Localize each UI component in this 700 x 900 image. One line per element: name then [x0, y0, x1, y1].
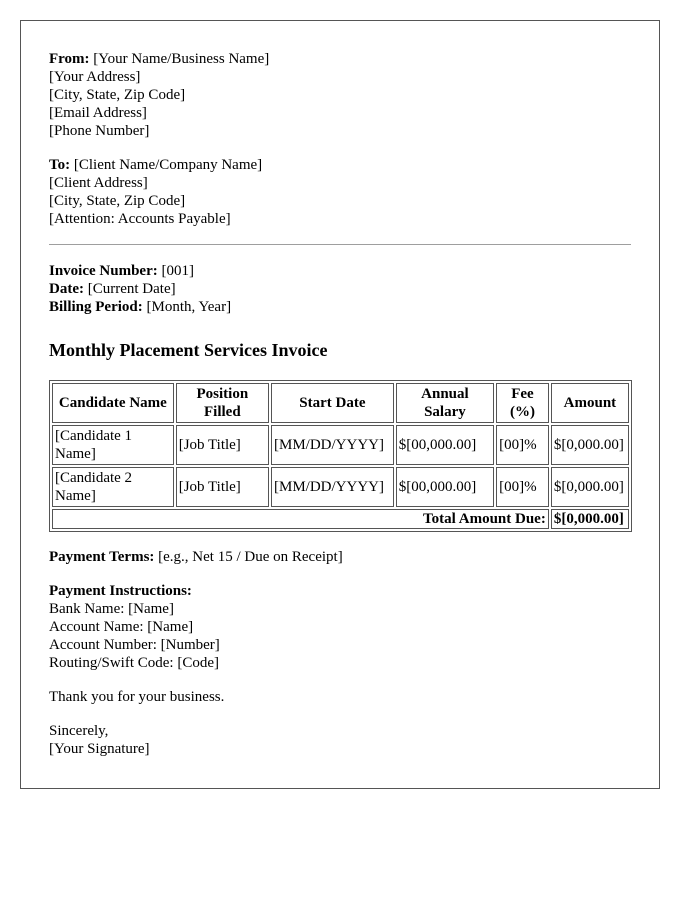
start-date-cell: [MM/DD/YYYY] — [271, 425, 394, 465]
from-address: [Your Address] — [49, 69, 141, 85]
from-name: [Your Name/Business Name] — [93, 51, 270, 67]
from-line — [49, 50, 631, 68]
payment-terms-value: [e.g., Net 15 / Due on Receipt] — [158, 549, 343, 565]
amount-cell: $[0,000.00] — [551, 467, 629, 507]
divider — [49, 244, 631, 245]
candidate-name-cell: [Candidate 1 Name] — [52, 425, 174, 465]
from-city: [City, State, Zip Code] — [49, 87, 186, 103]
to-name: [Client Name/Company Name] — [73, 157, 263, 173]
header-annual-salary: Annual Salary — [396, 383, 494, 423]
invoice-number: [001] — [161, 263, 194, 279]
total-row — [52, 509, 629, 529]
routing-code-line: Routing/Swift Code: [Code] — [49, 655, 219, 671]
position-cell: [Job Title] — [176, 425, 269, 465]
account-name-line: Account Name: [Name] — [49, 619, 194, 635]
header-fee: Fee (%) — [496, 383, 549, 423]
payment-terms-label: Payment Terms: — [49, 549, 155, 565]
total-value: $[0,000.00] — [551, 509, 629, 529]
from-block — [49, 50, 631, 140]
salary-cell: $[00,000.00] — [396, 425, 494, 465]
invoice-number-line — [49, 262, 631, 280]
to-attention: [Attention: Accounts Payable] — [49, 211, 231, 227]
billing-period: [Month, Year] — [146, 299, 232, 315]
from-phone: [Phone Number] — [49, 123, 150, 139]
thank-you — [49, 688, 631, 706]
fee-cell: [00]% — [496, 425, 549, 465]
account-number-line: Account Number: [Number] — [49, 637, 220, 653]
salutation: Sincerely, — [49, 723, 109, 739]
bank-name-line: Bank Name: [Name] — [49, 601, 174, 617]
table-row — [52, 425, 629, 465]
payment-terms-line — [49, 548, 631, 566]
fee-cell: [00]% — [496, 467, 549, 507]
candidate-name-cell: [Candidate 2 Name] — [52, 467, 174, 507]
to-label: To: — [49, 157, 71, 173]
to-line — [49, 156, 631, 174]
invoice-date-line — [49, 280, 631, 298]
invoice-title: Monthly Placement Services Invoice — [49, 340, 328, 360]
invoice-meta — [49, 262, 631, 316]
header-amount: Amount — [551, 383, 629, 423]
invoice-document — [20, 20, 660, 789]
header-position-filled: Position Filled — [176, 383, 269, 423]
salary-cell: $[00,000.00] — [396, 467, 494, 507]
to-address: [Client Address] — [49, 175, 148, 191]
from-email: [Email Address] — [49, 105, 147, 121]
from-label: From: — [49, 51, 90, 67]
invoice-date: [Current Date] — [87, 281, 176, 297]
header-candidate-name: Candidate Name — [52, 383, 174, 423]
placement-table — [49, 380, 632, 532]
payment-terms — [49, 548, 631, 566]
start-date-cell: [MM/DD/YYYY] — [271, 467, 394, 507]
table-row — [52, 467, 629, 507]
payment-instructions-heading: Payment Instructions: — [49, 583, 192, 599]
to-block — [49, 156, 631, 228]
to-city: [City, State, Zip Code] — [49, 193, 186, 209]
amount-cell: $[0,000.00] — [551, 425, 629, 465]
closing — [49, 722, 631, 758]
signature: [Your Signature] — [49, 741, 150, 757]
position-cell: [Job Title] — [176, 467, 269, 507]
thank-you-text: Thank you for your business. — [49, 689, 225, 705]
total-label: Total Amount Due: — [52, 509, 549, 529]
invoice-date-label: Date: — [49, 281, 84, 297]
payment-instructions-label — [49, 582, 631, 600]
header-start-date: Start Date — [271, 383, 394, 423]
billing-period-line — [49, 298, 631, 316]
payment-instructions — [49, 582, 631, 672]
billing-period-label: Billing Period: — [49, 299, 143, 315]
invoice-number-label: Invoice Number: — [49, 263, 158, 279]
table-header-row — [52, 383, 629, 423]
